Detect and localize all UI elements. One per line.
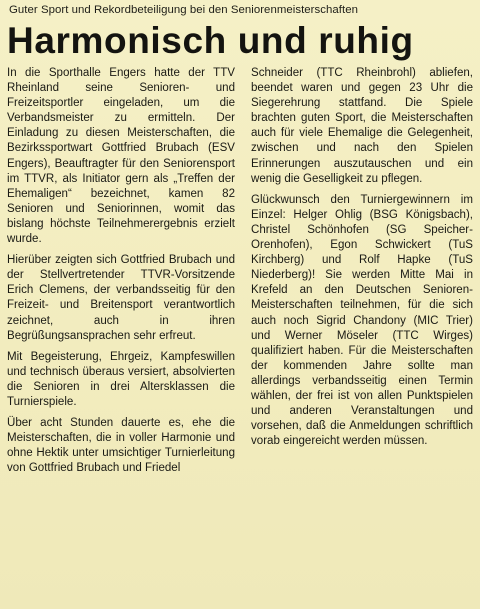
article-paragraph: In die Sporthalle Engers hatte der TTV Rheinland seine Senioren- und Freizeitsportler eingeladen, um die Verbandsmeister zu ermitteln. Der Einladung zu diesen Meisterschaften, die Bezirkssportwart Gottfried Brubach (ESV Engers), Beauftragter für den Seniorensport im TTVR, als Initiator gern als „Treffen der Ehemaligen“ bezeichnet, kamen 82 Senioren und Seniorinnen, womit das bislang höchste Teilnehmerergebnis erzielt wurde.	[7, 67, 235, 246]
article-paragraph: Mit Begeisterung, Ehrgeiz, Kampfeswillen und technisch überaus versiert, absolvierten die Senioren in drei Altersklassen die Turnierspiele.	[7, 350, 235, 408]
article-column-left	[7, 66, 235, 482]
article-paragraph: Schneider (TTC Rheinbrohl) abliefen, beendet waren und gegen 23 Uhr die Siegerehrung stattfand. Die Spiele brachten guten Sport, die Meisterschaften auch für viele Ehemalige die Gelegenheit, zwischen und nach den Spielen Erinnerungen auszutauschen und ein wenig die Geselligkeit zu pflegen.	[251, 67, 473, 185]
article-paragraph: Hierüber zeigten sich Gottfried Brubach und der Stellvertretender TTVR-Vorsitzende Erich Clemens, der verbandsseitig für den Freizeit- und Breitensport verantwortlich zeichnet, auch in ihren Begrüßungsansprachen sehr erfreut.	[7, 254, 235, 342]
article-kicker: Guter Sport und Rekordbeteiligung bei den Seniorenmeisterschaften	[9, 4, 358, 16]
article-paragraph: Über acht Stunden dauerte es, ehe die Meisterschaften, die in voller Harmonie und ohne Hektik unter umsichtiger Turnierleitung von Gottfried Brubach und Friedel	[7, 417, 235, 475]
article-column-right	[251, 66, 473, 455]
article-headline: Harmonisch und ruhig	[7, 20, 414, 61]
article-paragraph: Glückwunsch den Turniergewinnern im Einzel: Helger Ohlig (BSG Königsbach), Christel Schönhofen (SG Speicher-Orenhofen), Egon Schwickert (TuS Kirchberg) und Rolf Hapke (TuS Niederberg)! Sie werden Mitte Mai in Krefeld an den Deutschen Senioren-Meisterschaften teilnehmen, für die sich auch noch Sigrid Chandony (MIC Trier) und Werner Möseler (TTC Wirges) qualifiziert haben. Für die Meisterschaften der kommenden Jahre sollte man allerdings verbandsseitig einen Termin wählen, der frei ist von allen Punktspielen und anderen Veranstaltungen und vorsehen, daß die Anmeldungen schriftlich vorab eingereicht werden müssen.	[251, 193, 473, 448]
